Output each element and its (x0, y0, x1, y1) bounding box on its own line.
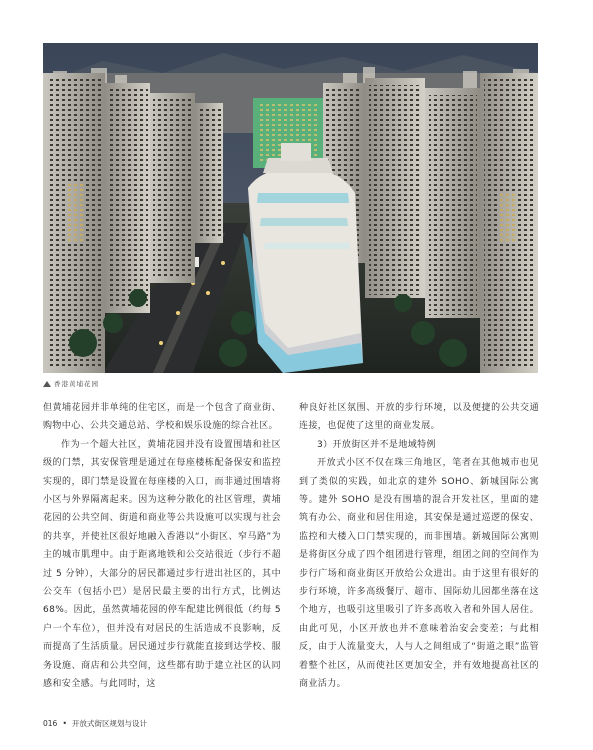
right-text-column (299, 399, 539, 694)
left-text-column (43, 399, 281, 694)
section-heading: 3）开放街区并不是地域特例 (317, 439, 436, 450)
paragraph: 开放式小区不仅在珠三角地区，笔者在其他城市也见到了类似的实践，如北京的建外 SOHO、新城国际公寓等。建外 SOHO 是没有围墙的混合开发社区，里面的建筑有办公、商业和居住用途，其安保是通过巡逻的保安、监控和大楼入口门禁实现的，而非围墙。新城国际公寓则是将街区分成了四个组团进行管理，组团之间的空间作为步行广场和商业街区开放给公众进出。由于这里有很好的步行环境，许多高级餐厅、超市、国际幼儿园都坐落在这个地方，也吸引这里吸引了许多高收入者和外国人居住。由此可见，小区开放也并不意味着治安会变差；与此相反，由于人流量变大，人与人之间组成了“街道之眼”监管着整个社区，从而使社区更加安全，并有效地提高社区的商业活力。 (299, 458, 539, 690)
footer-separator: • (62, 719, 68, 728)
paragraph: 种良好社区氛围、开放的步行环境，以及便捷的公共交通连接，也促使了这里的商业发展。 (299, 403, 539, 432)
page-number: 016 (43, 719, 58, 728)
paragraph: 作为一个超大社区，黄埔花园并没有设置围墙和社区级的门禁，其安保管理是通过在每座楼栋配备保安和监控实现的，即门禁是设置在每座楼的入口，而非通过围墙将小区与外界隔离起来。因为这种分散化的社区管理，黄埔花园的公共空间、街道和商业等公共设施可以实现与社会的共享，并使社区很好地融入香港以“小街区、窄马路”为主的城市肌理中。由于距离地铁和公交站很近（步行不超过 5 分钟），大部分的居民都通过步行进出社区的，其中公交车（包括小巴）是居民最主要的出行方式，比例达 68%。因此，虽然黄埔花园的停车配建比例很低（约每 5 户一个车位），但并没有对居民的生活造成不良影响，反而提高了生活质量。居民通过步行就能直接到达学校、服务设施、商店和公共空间，这些都有助于建立社区的认同感和安全感。与此同时，这 (43, 439, 281, 690)
photo-caption (43, 379, 99, 388)
caption-text: 香港黄埔花园 (54, 380, 99, 388)
paragraph: 但黄埔花园并非单纯的住宅区，而是一个包含了商业街、购物中心、公共交通总站、学校和娱乐设施的综合社区。 (43, 403, 281, 432)
book-title: 开放式街区规划与设计 (72, 719, 148, 728)
page-footer (43, 718, 147, 729)
photo-hong-kong-whampoa-garden (43, 43, 538, 373)
photo-illustration (43, 43, 538, 373)
caption-triangle-icon (43, 381, 51, 387)
